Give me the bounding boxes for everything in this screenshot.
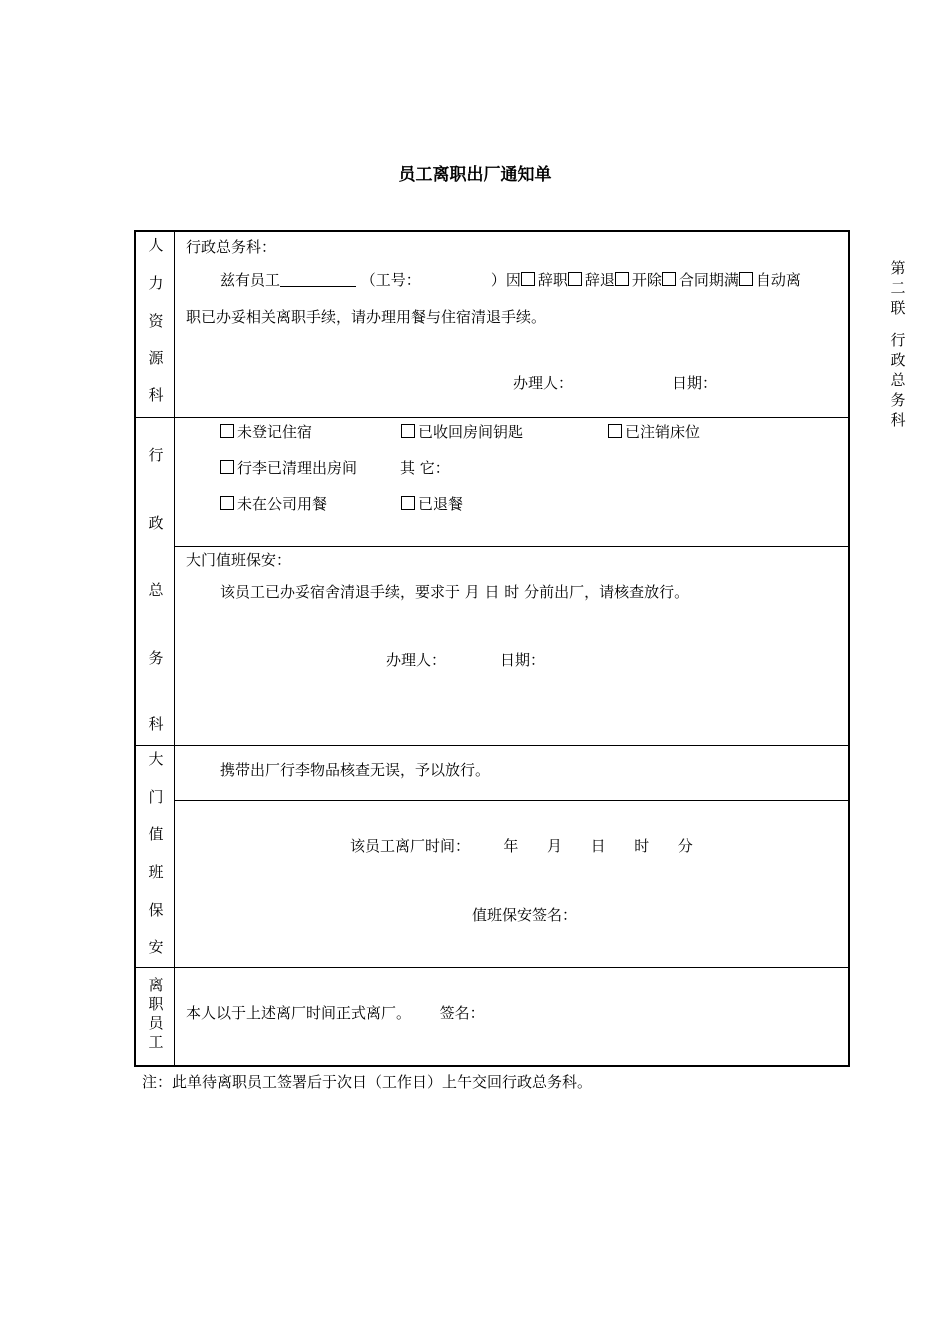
hr-addressee: 行政总务科：: [186, 238, 277, 256]
hr-handler-field[interactable]: 办理人：: [513, 374, 574, 392]
check-label: 已收回房间钥匙: [418, 423, 524, 441]
label-char: 科: [148, 715, 164, 733]
other-field[interactable]: 其 它：: [400, 459, 450, 477]
check-bed-cancelled[interactable]: [608, 422, 700, 442]
copy-label-char: 二: [890, 279, 906, 297]
check-not-dining[interactable]: [220, 494, 327, 514]
hr-line1-id: （工号：: [360, 271, 421, 289]
check-label: 行李已清理出房间: [237, 459, 358, 477]
copy-label-char: 政: [890, 351, 906, 369]
check-label: 已退餐: [418, 495, 464, 513]
admin-instruction: 该员工已办妥宿舍清退手续，要求于 月 日 时 分前出厂，请核查放行。: [220, 583, 690, 601]
checkbox[interactable]: [220, 424, 234, 438]
label-char: 班: [148, 863, 164, 881]
employee-name-blank[interactable]: [280, 272, 356, 287]
checkbox[interactable]: [608, 424, 622, 438]
dismiss-checkbox[interactable]: [568, 272, 582, 286]
row-divider: [136, 417, 848, 418]
page-title: 员工离职出厂通知单: [398, 165, 552, 185]
label-char: 源: [148, 349, 164, 367]
label-char: 保: [148, 901, 164, 919]
notice-form: [134, 230, 850, 1067]
guard-signature-field[interactable]: 值班保安签名：: [472, 906, 578, 924]
label-char: 总: [148, 581, 164, 599]
check-label: 未在公司用餐: [237, 495, 328, 513]
label-char: 值: [148, 825, 164, 843]
label-char: 员: [148, 1014, 164, 1032]
employee-statement[interactable]: 本人以于上述离厂时间正式离厂。 签名：: [186, 1004, 485, 1022]
resign-checkbox[interactable]: [521, 272, 535, 286]
admin-handler-field[interactable]: 办理人：: [386, 651, 447, 669]
label-char: 职: [148, 995, 164, 1013]
checkbox[interactable]: [401, 424, 415, 438]
label-char: 行: [148, 446, 164, 464]
expel-checkbox[interactable]: [615, 272, 629, 286]
contract-end-checkbox[interactable]: [662, 272, 676, 286]
checkbox[interactable]: [220, 460, 234, 474]
hr-line1-prefix: 兹有员工: [220, 271, 281, 289]
check-label: 未登记住宿: [237, 423, 313, 441]
reason-dismiss: 辞退: [584, 271, 615, 289]
check-meal-cancelled[interactable]: [401, 494, 463, 514]
checkbox[interactable]: [401, 496, 415, 510]
label-char: 务: [148, 649, 164, 667]
leave-time-field[interactable]: 该员工离厂时间： 年 月 日 时 分: [350, 837, 693, 855]
copy-label-char: 联: [890, 299, 906, 317]
row-divider: [136, 745, 848, 746]
row-divider: [175, 546, 848, 547]
copy-label-char: 务: [890, 391, 906, 409]
label-char: 大: [148, 750, 164, 768]
label-char: 工: [148, 1033, 164, 1051]
reason-expel: 开除: [631, 271, 662, 289]
reason-resign: 辞职: [537, 271, 568, 289]
label-char: 离: [148, 976, 164, 994]
label-char: 科: [148, 386, 164, 404]
label-char: 门: [148, 788, 164, 806]
check-label: 已注销床位: [625, 423, 701, 441]
voluntary-leave-checkbox[interactable]: [739, 272, 753, 286]
hr-line1-reason: ）因: [490, 271, 521, 289]
label-char: 资: [148, 312, 164, 330]
reason-contract-end: 合同期满: [678, 271, 739, 289]
label-char: 政: [148, 514, 164, 532]
check-key-returned[interactable]: [401, 422, 523, 442]
hr-notice-line1: [220, 270, 801, 290]
copy-label-char: 行: [890, 331, 906, 349]
row-divider: [136, 967, 848, 968]
footer-note: 注：此单待离职员工签署后于次日（工作日）上午交回行政总务科。: [142, 1073, 593, 1091]
reason-voluntary-leave: 自动离: [755, 271, 801, 289]
admin-date-field[interactable]: 日期：: [500, 651, 546, 669]
hr-date-field[interactable]: 日期：: [672, 374, 718, 392]
hr-notice-line2: 职已办妥相关离职手续，请办理用餐与住宿清退手续。: [186, 308, 547, 326]
check-luggage-cleared[interactable]: [220, 458, 357, 478]
guard-check-text: 携带出厂行李物品核查无误，予以放行。: [220, 761, 491, 779]
row-divider: [175, 800, 848, 801]
copy-label-char: 总: [890, 371, 906, 389]
copy-label: [884, 258, 912, 430]
guard-addressee: 大门值班保安：: [186, 551, 292, 569]
label-char: 人: [148, 236, 164, 254]
copy-label-char: 第: [890, 259, 906, 277]
label-char: 力: [148, 274, 164, 292]
copy-label-char: 科: [890, 411, 906, 429]
label-char: 安: [148, 938, 164, 956]
check-unregistered[interactable]: [220, 422, 312, 442]
checkbox[interactable]: [220, 496, 234, 510]
